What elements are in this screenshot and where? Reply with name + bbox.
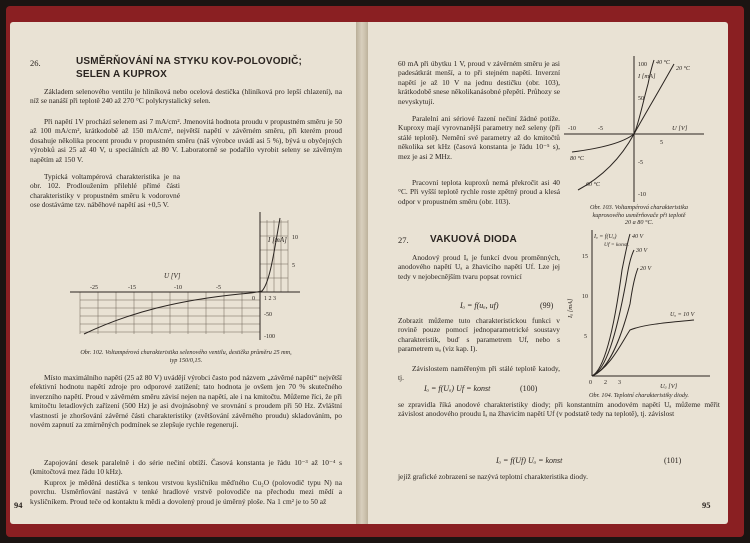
paragraph: Paralelní ani sériové řazení nečiní žádné potíže. Kuproxy mají vyrovnanější parametry než seleny (při stálé teplotě). Nemění své parametry až do kmitočtů několika set kHz (časová konstanta je řádu 10⁻⁵ s), mez je asi 2 MHz. xyxy=(398,114,560,161)
figure-103 xyxy=(564,56,714,202)
y-tick-label: 10 xyxy=(582,294,588,300)
y-tick-label: -5 xyxy=(638,160,643,166)
y-tick-label: -10 xyxy=(638,192,646,198)
figure-caption: Obr. 104. Teplotní charakteristiky diody. xyxy=(589,392,689,399)
x-axis-label: U [V] xyxy=(672,125,688,132)
figure-caption: Obr. 102. Voltampérová charakteristika selenového ventilu, destička průměru 25 mm, typ 150/0,15. xyxy=(80,349,292,364)
parameter-label: Uf = konst. xyxy=(604,242,629,248)
paragraph: Zapojování desek paralelně i do série nečiní obtíží. Časová konstanta je řádu 10⁻³ až 10⁻⁴ s (kmitočtová mez řádu 10 kHz). xyxy=(30,458,342,477)
x-tick-label: -5 xyxy=(216,285,221,291)
y-axis-label: Iₐ [mA] xyxy=(567,298,574,318)
curve-label: 80 °C xyxy=(570,156,584,162)
y-tick-label: 10 xyxy=(292,235,298,241)
curve-label: 20 °C xyxy=(676,66,690,72)
y-axis-label: I [mA] xyxy=(638,73,656,80)
section-title: SELEN A KUPROX xyxy=(76,69,167,80)
formula: Iₐ = f(Uf) Uₐ = konst xyxy=(496,456,563,465)
x-tick-label: -10 xyxy=(568,126,576,132)
y-tick-label: 50 xyxy=(638,96,644,102)
page-number: 94 xyxy=(14,500,23,510)
paragraph: Místo maximálního napětí (25 až 80 V) uvádějí výrobci často pod názvem „závěrné napětí“ největší efektivní hodnotu napětí zdroje pro odporové zatížení; tato hodnota je ovšem jen 70 % skutečného inverzního napětí. Proud v závěrném směru závisí nejen na napětí, ale i na kmitočtu. Můžeme říci, že při kmitočtu letadlových zařízení (500 Hz) je asi dvojnásobný ve srovnání s proudem při 50 Hz. Zvláštní vlastností je zhoršování závěrné části charakteristiky (zvětšování závěrného proudu) skladováním, po novém zapnutí za zmírněných podmínek se zlepšuje rychle regenerují. xyxy=(30,373,342,430)
x-tick-label: -5 xyxy=(598,126,603,132)
x-tick-label: -10 xyxy=(174,285,182,291)
y-tick-label: 5 xyxy=(292,263,295,269)
x-tick-label: 3 xyxy=(618,380,621,386)
page-number: 95 xyxy=(702,500,711,510)
paragraph: Anodový proud Iₐ je funkcí dvou proměnných, anodového napětí Uₐ a žhavicího napětí Uf. Lze jej tedy v nejobecnějším tvaru popsat rovnicí xyxy=(398,253,560,281)
equation-number: (99) xyxy=(540,301,554,310)
paragraph: se zpravidla říká anodové charakteristiky diody; při konstantním anodovém napětí Uₐ můžeme měřit závislost anodového proudu Iₐ na žhavicím napětí Uf (v podstatě tedy na teplotě), tj. závislost xyxy=(398,400,720,419)
curve-label: 40 V xyxy=(632,234,644,240)
paragraph: Typická voltampérová charakteristika je na obr. 102. Prodloužením přilehlé přímé části charakteristiky v propustném směru k vodorovné ose dostáváme tzv. náběhové napětí asi +0,5 V. xyxy=(30,172,180,210)
paragraph: Pracovní teplota kuproxů nemá překročit asi 40 °C. Při vyšší teplotě rychle roste zpětný proud a klesá odpor v propustném směru (obr. 103). xyxy=(398,178,560,206)
y-tick-label: -50 xyxy=(264,312,272,318)
x-tick-label: 0 xyxy=(589,380,592,386)
x-tick-label: 1 2 3 xyxy=(264,296,276,302)
x-tick-label: 5 xyxy=(660,140,663,146)
equation-number: (100) xyxy=(520,384,538,393)
y-tick-label: 100 xyxy=(638,62,647,68)
x-axis-label: U [V] xyxy=(164,272,181,280)
y-axis-label: I [mA] xyxy=(268,236,287,244)
curve-label: 30 V xyxy=(636,248,648,254)
x-tick-label: 2 xyxy=(604,380,607,386)
figure-102 xyxy=(70,212,338,346)
section-number: 27. xyxy=(398,235,409,245)
x-tick-label: -15 xyxy=(128,285,136,291)
right-page xyxy=(368,22,728,524)
y-tick-label: 5 xyxy=(584,334,587,340)
figure-caption: Obr. 103. Voltampérová charakteristika kuproxového usměrňovače při teplotě 20 a 80 °C. xyxy=(590,204,688,227)
curve-label: 40 °C xyxy=(656,60,670,66)
paragraph: Kuprox je měděná destička s tenkou vrstvou kysličníku měďného Cu₂O (polovodič typu N) na povrchu. Usměrňování nastává v tenké hradlové vrstvě polovodiče na přechodu mezi mědí a kysličníkem. Proud teče od kontaktu k mědi a dovolený proud je úměrný ploše. Na 1 cm² je to 50 až xyxy=(30,478,342,506)
curve-label: 60 °C xyxy=(586,182,600,188)
y-tick-label: 15 xyxy=(582,254,588,260)
left-page xyxy=(10,22,360,524)
section-number: 26. xyxy=(30,58,41,68)
x-tick-label: -25 xyxy=(90,285,98,291)
paragraph: 60 mA při úbytku 1 V, proud v závěrném směru je asi padesátkrát menší, a to při stejném napětí. Inverzní napětí je až 10 V na jednu destičku (obr. 103), krátkodobě snese několikanásobné přepětí. Průhozy se nevyskytují. xyxy=(398,59,560,106)
paragraph: Základem selenového ventilu je hliníková nebo ocelová destička (hliníková pro lepší chlazení), na níž se nanáší při teplotě 240 až 270 °C polykrystalický selen. xyxy=(30,87,342,106)
paragraph: Zobrazit můžeme tuto charakteristickou funkci v rovině pouze pomocí jednoparametrické soustavy charakteristik, buď s parametrem Uf, nebo s parametrem uₐ (viz kap. I). xyxy=(398,316,560,354)
paragraph: Závislostem naměřeným při stálé teplotě katody, tj. xyxy=(398,364,560,383)
y-tick-label: -100 xyxy=(264,334,275,340)
paragraph: Při napětí 1V prochází selenem asi 7 mA/cm². Jmenovitá hodnota proudu v propustném směru je 50 až 100 mA/cm², krátkodobě až 150 mA/cm², největší napětí v závěrném směru, při kterém proud dosahuje několika procent proudu v propustném směru (náš výrobce uvádí asi 5 %), bývá u obyčejných výrobků asi 25 až 40 V, u speciálních až 80 V. Laboratorně se podařilo vyrobit seleny se závěrným napětím až 150 V. xyxy=(30,117,342,164)
section-title: USMĚRŇOVÁNÍ NA STYKU KOV-POLOVODIČ; xyxy=(76,56,303,67)
formula-label: Iₐ = f(Uₐ) xyxy=(594,234,617,240)
figure-104 xyxy=(564,230,714,390)
curve-label: 20 V xyxy=(640,266,652,272)
paragraph: jejíž grafické zobrazení se nazývá teplotní charakteristika diody. xyxy=(398,472,588,481)
formula: Iₐ = f(uₐ, uf) xyxy=(460,301,499,310)
x-axis-label: Uₐ [V] xyxy=(660,383,678,390)
curve-label: Uₐ = 10 V xyxy=(670,312,695,318)
x-tick-label: 0 xyxy=(252,296,255,302)
section-title: VAKUOVÁ DIODA xyxy=(430,234,517,245)
formula: Iₐ = f(Uₐ) Uf = konst xyxy=(424,384,491,393)
equation-number: (101) xyxy=(664,456,682,465)
